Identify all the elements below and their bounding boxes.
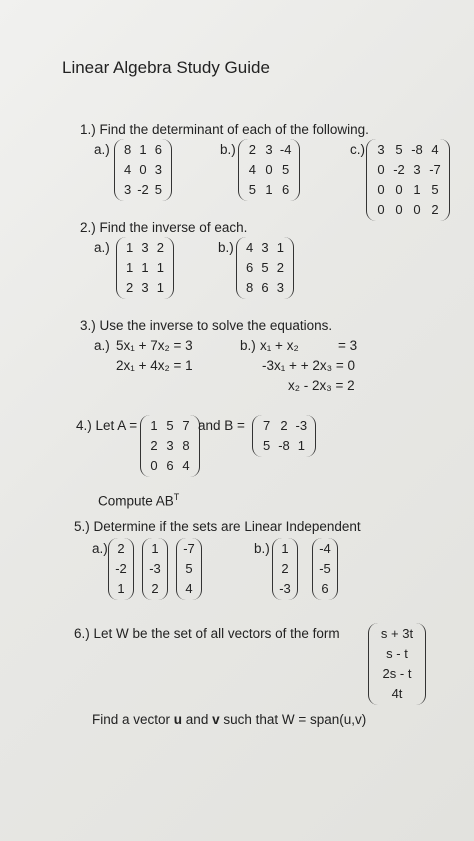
q1b-label: b.) — [220, 142, 236, 157]
matrix-a-row — [146, 456, 194, 476]
q1c-matrix-entry: 3 — [413, 162, 421, 177]
form-vector — [368, 623, 426, 705]
q1c-matrix-entry: 0 — [395, 182, 403, 197]
q3a-equation-2: 2x₁ + 4x₂ = 1 — [116, 358, 193, 373]
form-vector-row — [374, 664, 420, 684]
matrix-b-entry: 1 — [297, 438, 305, 453]
q1a-matrix-row — [120, 180, 166, 200]
form-vector-row — [374, 644, 420, 664]
q5a-vector-entry: -7 — [183, 541, 195, 556]
q5a-vector — [142, 538, 168, 600]
q2a-matrix-entry: 3 — [141, 280, 149, 295]
q5a-vector-entry: 4 — [185, 581, 193, 596]
q1a-matrix-row — [120, 160, 166, 180]
q1c-matrix-row — [372, 200, 444, 220]
q3b-equation-2: -3x₁ + + 2x₃ = 0 — [262, 358, 355, 373]
q1b-matrix-entry: 4 — [248, 162, 256, 177]
page-title: Linear Algebra Study Guide — [62, 58, 270, 77]
vector-v: v — [212, 712, 220, 727]
q3b-equation-1-rhs: = 3 — [338, 338, 358, 353]
matrix-a-row — [146, 436, 194, 456]
q2b-matrix-row — [242, 238, 288, 258]
q5a-vector-entry: -3 — [149, 561, 161, 576]
matrix-a-entry: 0 — [150, 458, 158, 473]
q1c-matrix-row — [372, 180, 444, 200]
q1a-matrix-entry: 5 — [154, 182, 162, 197]
matrix-b-row — [258, 416, 310, 436]
q2a-matrix-row — [122, 258, 168, 278]
q5b-vector-entry: 2 — [281, 561, 289, 576]
q5a-vector-entry: 1 — [117, 581, 125, 596]
q2b-matrix-row — [242, 278, 288, 298]
q1b-matrix-entry: -4 — [279, 142, 292, 157]
matrix-a-entry: 5 — [166, 418, 174, 433]
q5a-vector — [108, 538, 134, 600]
q6-find-pre: Find a vector — [92, 712, 174, 727]
matrix-a-row — [146, 416, 194, 436]
q2a-label: a.) — [94, 240, 110, 255]
matrix-b-entry: -3 — [295, 418, 308, 433]
matrix-b-row — [258, 436, 310, 456]
q1c-matrix-row — [372, 160, 444, 180]
q1b-matrix-entry: 5 — [282, 162, 290, 177]
q1b-matrix-entry: 2 — [248, 142, 256, 157]
q2a-matrix-entry: 1 — [156, 280, 164, 295]
q5b-label: b.) — [254, 541, 270, 556]
matrix-b-entry: 7 — [263, 418, 271, 433]
q1c-matrix-entry: 5 — [395, 142, 403, 157]
q1-prompt: 1.) Find the determinant of each of the following. — [80, 122, 369, 137]
q3b-label: b.) — [240, 338, 256, 353]
q3a-label: a.) — [94, 338, 110, 353]
q4-and-b: and B = — [198, 418, 245, 433]
q1b-matrix-row — [244, 160, 294, 180]
q1b-matrix-entry: 6 — [282, 182, 290, 197]
q5a-vector-entry: -2 — [115, 561, 127, 576]
q1a-matrix-entry: 1 — [139, 142, 147, 157]
q2b-matrix-entry: 5 — [261, 260, 269, 275]
q5b-vector-entry: -3 — [279, 581, 291, 596]
q1a-matrix-entry: 6 — [154, 142, 162, 157]
q2b-matrix — [236, 237, 294, 299]
q2a-matrix-entry: 1 — [126, 240, 134, 255]
q2b-matrix-entry: 2 — [276, 260, 284, 275]
q1c-label: c.) — [350, 142, 365, 157]
q2-prompt: 2.) Find the inverse of each. — [80, 220, 248, 235]
q2a-matrix-entry: 1 — [156, 260, 164, 275]
q3b-equation-3: x₂ - 2x₃ = 2 — [288, 378, 355, 393]
q3b-equation-1-lhs: x₁ + x₂ — [260, 338, 299, 353]
q2a-matrix-row — [122, 238, 168, 258]
matrix-a-entry: 2 — [150, 438, 158, 453]
q1b-matrix-entry: 3 — [265, 142, 273, 157]
q1c-matrix-entry: 0 — [377, 182, 385, 197]
q2a-matrix-entry: 1 — [126, 260, 134, 275]
form-vector-row — [374, 684, 420, 704]
q5a-vector-entry: 5 — [185, 561, 193, 576]
form-vector-entry: 2s - t — [382, 666, 412, 681]
q2b-matrix-entry: 3 — [276, 280, 284, 295]
q1b-matrix — [238, 139, 300, 201]
q1c-matrix-entry: -2 — [393, 162, 405, 177]
matrix-b-entry: -8 — [278, 438, 290, 453]
q4-prompt: 4.) Let A = — [76, 418, 138, 433]
matrix-b — [252, 415, 316, 457]
q2a-matrix-entry: 2 — [126, 280, 134, 295]
q1b-matrix-row — [244, 140, 294, 160]
matrix-a-entry: 7 — [182, 418, 190, 433]
q5a-vector — [176, 538, 202, 600]
q1a-matrix-entry: 3 — [124, 182, 132, 197]
q1b-matrix-entry: 5 — [248, 182, 256, 197]
q1a-matrix-entry: 3 — [154, 162, 162, 177]
q2b-matrix-entry: 4 — [246, 240, 254, 255]
q1a-matrix-entry: 4 — [124, 162, 132, 177]
matrix-a-entry: 3 — [166, 438, 174, 453]
q1a-matrix — [114, 139, 172, 201]
q2b-matrix-entry: 8 — [246, 280, 254, 295]
q4-compute-text: Compute AB — [98, 493, 174, 509]
form-vector-entry: s + 3t — [380, 626, 414, 641]
q5b-vector — [272, 538, 298, 600]
matrix-a-entry: 8 — [182, 438, 190, 453]
q5a-vector-entry: 2 — [117, 541, 125, 556]
q5b-vector-entry: 6 — [321, 581, 329, 596]
matrix-a-entry: 4 — [182, 458, 190, 473]
q1a-matrix-entry: 0 — [139, 162, 147, 177]
q1c-matrix-entry: 0 — [413, 202, 421, 217]
q6-prompt: 6.) Let W be the set of all vectors of the form — [74, 626, 340, 641]
q2b-matrix-entry: 6 — [261, 280, 269, 295]
q2b-matrix-row — [242, 258, 288, 278]
q6-and: and — [182, 712, 213, 727]
q2b-matrix-entry: 3 — [261, 240, 269, 255]
q1c-matrix-entry: 3 — [377, 142, 385, 157]
q1c-matrix-entry: 0 — [377, 162, 385, 177]
q1c-matrix-row — [372, 140, 444, 160]
q1b-matrix-entry: 1 — [265, 182, 273, 197]
q2b-matrix-entry: 6 — [246, 260, 254, 275]
q1b-matrix-entry: 0 — [265, 162, 273, 177]
q1a-label: a.) — [94, 142, 110, 157]
q3a-equation-1: 5x₁ + 7x₂ = 3 — [116, 338, 193, 353]
transpose-superscript: T — [173, 492, 180, 502]
matrix-b-entry: 2 — [280, 418, 288, 433]
q3-prompt: 3.) Use the inverse to solve the equations. — [80, 318, 333, 333]
q2a-matrix-entry: 1 — [141, 260, 149, 275]
form-vector-row — [374, 624, 420, 644]
q5a-vector-entry: 1 — [151, 541, 159, 556]
q1c-matrix-entry: 2 — [431, 202, 439, 217]
form-vector-entry: 4t — [391, 686, 403, 701]
q2a-matrix — [116, 237, 174, 299]
q5b-vector-entry: 1 — [281, 541, 289, 556]
vector-u: u — [173, 712, 183, 727]
q5-prompt: 5.) Determine if the sets are Linear Independent — [74, 519, 361, 534]
q1c-matrix-entry: 1 — [413, 182, 421, 197]
q1b-matrix-row — [244, 180, 294, 200]
q1a-matrix-entry: -2 — [137, 182, 149, 197]
q5a-label: a.) — [92, 541, 108, 556]
q5b-vector-entry: -4 — [319, 541, 331, 556]
q2a-matrix-entry: 3 — [141, 240, 149, 255]
matrix-b-entry: 5 — [263, 438, 271, 453]
q2b-label: b.) — [218, 240, 234, 255]
q6-find-post: such that W = span(u,v) — [219, 712, 367, 727]
q5a-vector-entry: 2 — [151, 581, 159, 596]
q4-compute — [98, 489, 179, 510]
q1c-matrix-entry: 5 — [431, 182, 439, 197]
form-vector-entry: s - t — [386, 646, 408, 661]
matrix-a-entry: 6 — [166, 458, 174, 473]
q2b-matrix-entry: 1 — [276, 240, 284, 255]
q2a-matrix-row — [122, 278, 168, 298]
q5b-vector — [312, 538, 338, 600]
q1a-matrix-row — [120, 140, 166, 160]
q5b-vector-entry: -5 — [319, 561, 331, 576]
q2a-matrix-entry: 2 — [156, 240, 164, 255]
q1c-matrix — [366, 139, 450, 221]
q1c-matrix-entry: -8 — [411, 142, 423, 157]
q1c-matrix-entry: 0 — [395, 202, 403, 217]
q1c-matrix-entry: 0 — [377, 202, 385, 217]
matrix-a — [140, 415, 200, 477]
matrix-a-entry: 1 — [150, 418, 158, 433]
q1c-matrix-entry: 4 — [431, 142, 439, 157]
q6-instruction — [92, 712, 366, 728]
q1c-matrix-entry: -7 — [429, 162, 441, 177]
q1a-matrix-entry: 8 — [124, 142, 132, 157]
